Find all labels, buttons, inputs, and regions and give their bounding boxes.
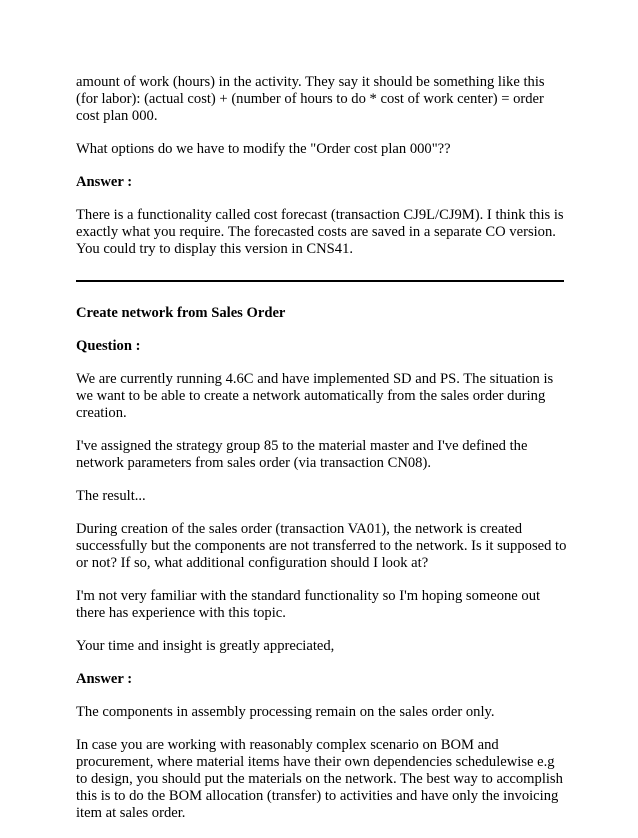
answer-paragraph: There is a functionality called cost forecast (transaction CJ9L/CJ9M). I think this is exactly what you require. The forecasted costs are saved in a separate CO version. You could try to display this version in CNS41. bbox=[76, 207, 564, 257]
paragraph: What options do we have to modify the "Order cost plan 000"?? bbox=[76, 141, 451, 157]
document-page bbox=[76, 74, 568, 838]
question-paragraph: Your time and insight is greatly appreciated, bbox=[76, 638, 335, 654]
answer-paragraph: The components in assembly processing remain on the sales order only. bbox=[76, 704, 495, 720]
question-paragraph: We are currently running 4.6C and have implemented SD and PS. The situation is we want to be able to create a network automatically from the sales order during creation. bbox=[76, 371, 554, 421]
question-paragraph: During creation of the sales order (transaction VA01), the network is created successfully but the components are not transferred to the network. Is it supposed to or not? If so, what additional configuration should I look at? bbox=[76, 521, 567, 571]
question-paragraph: The result... bbox=[76, 488, 146, 504]
section-title: Create network from Sales Order bbox=[76, 305, 286, 321]
answer-heading: Answer : bbox=[76, 671, 133, 687]
answer-heading: Answer : bbox=[76, 174, 133, 190]
paragraph: amount of work (hours) in the activity. They say it should be something like this (for labor): (actual cost) + (number of hours to do * cost of work center) = order cost plan 000. bbox=[76, 74, 545, 124]
horizontal-divider bbox=[76, 280, 564, 282]
question-heading: Question : bbox=[76, 338, 141, 354]
answer-paragraph: In case you are working with reasonably complex scenario on BOM and procurement, where material items have their own dependencies schedulewise e.g to design, you should put the materials on the network. The best way to accomplish this is to do the BOM allocation (transfer) to activities and have only the invoicing item at sales order. bbox=[76, 737, 563, 821]
question-paragraph: I've assigned the strategy group 85 to the material master and I've defined the network parameters from sales order (via transaction CN08). bbox=[76, 438, 528, 471]
question-paragraph: I'm not very familiar with the standard functionality so I'm hoping someone out there has experience with this topic. bbox=[76, 588, 541, 621]
